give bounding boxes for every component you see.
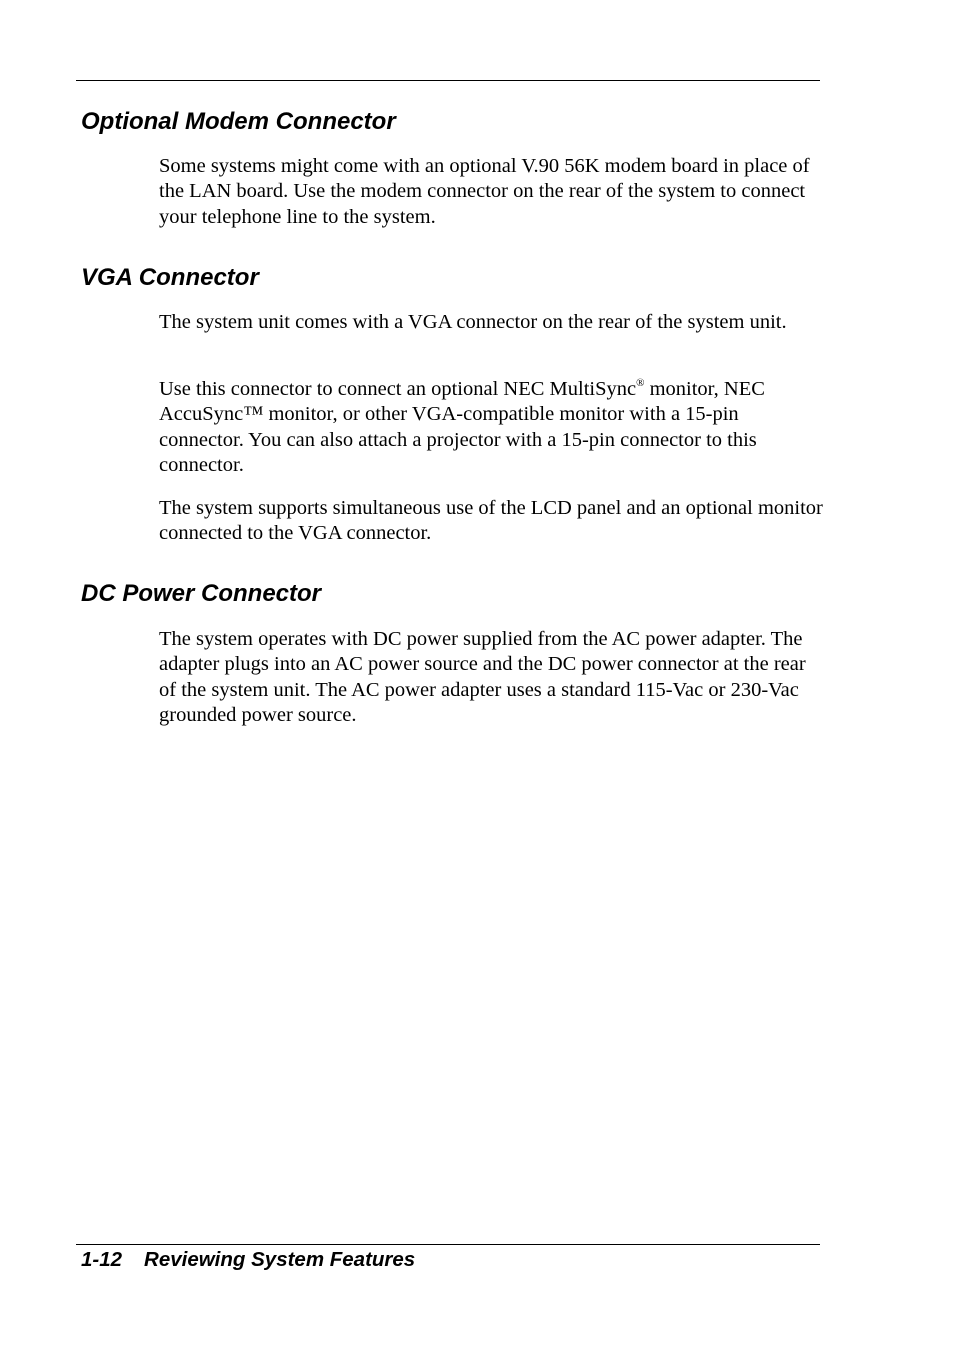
footer-rule [76,1244,820,1245]
page-number: 1-12 [81,1248,123,1271]
chapter-title: Reviewing System Features [144,1248,416,1271]
section-heading-vga: VGA Connector [81,264,259,291]
paragraph-vga-1: The system unit comes with a VGA connector on the rear of the system unit. [159,311,787,333]
paragraph-dc-power: The system operates with DC power supplied from the AC power adapter. The adapter plugs into an AC power source and the DC power connector at the rear of the system unit. The AC power adapter uses a standard 115-Vac or 230-Vac grounded power source. [159,628,806,726]
paragraph-vga-2-text-a: Use this connector to connect an optional NEC MultiSync [159,378,637,400]
header-rule [76,80,820,81]
paragraph-vga-2-text-b: monitor, NEC AccuSync™ monitor, or other VGA-compatible monitor with a 15-pin connector. You can also attach a projector with a 15-pin connector to this connector. [159,378,765,476]
paragraph-vga-2 [159,377,824,478]
page-footer [81,1247,415,1273]
section-heading-dc-power: DC Power Connector [81,580,322,607]
paragraph-modem: Some systems might come with an optional V.90 56K modem board in place of the LAN board. Use the modem connector on the rear of the system to connect your telephone line to the system. [159,155,810,228]
registered-mark: ® [636,377,645,389]
paragraph-vga-3: The system supports simultaneous use of the LCD panel and an optional monitor connected to the VGA connector. [159,497,823,545]
section-heading-modem: Optional Modem Connector [81,108,396,135]
